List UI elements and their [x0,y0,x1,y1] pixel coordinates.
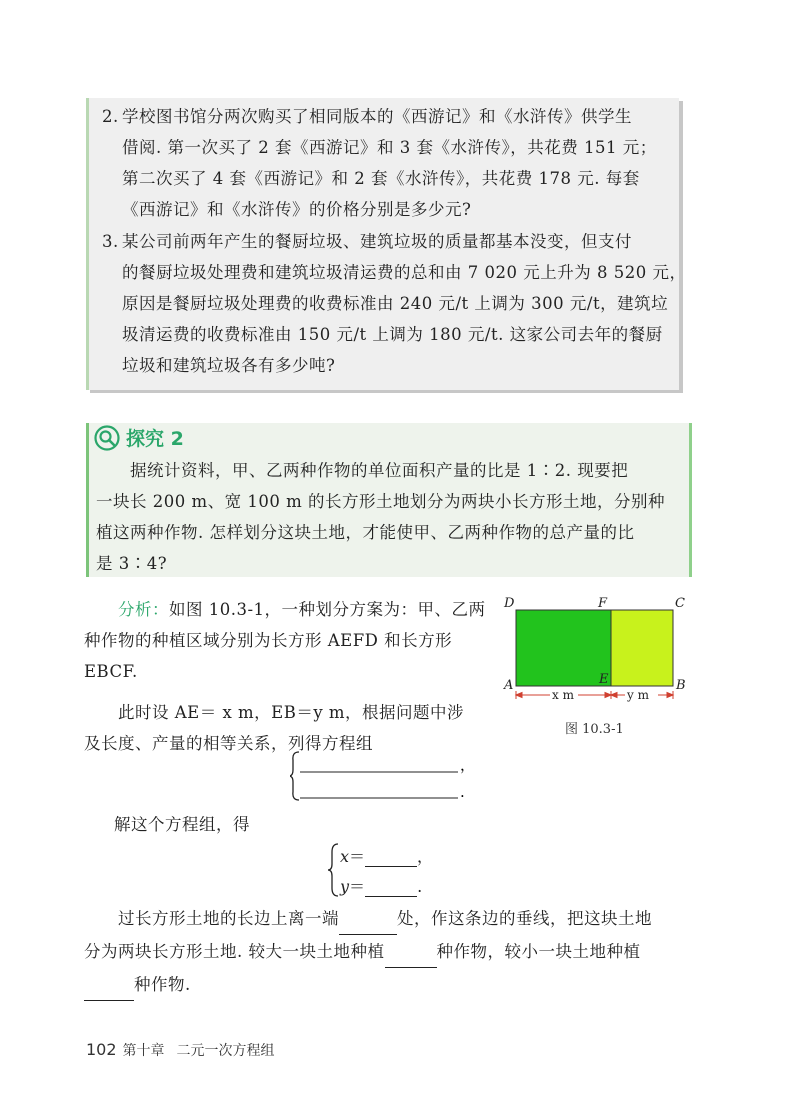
conclusion-text: 种作物. [134,975,191,994]
equals-sign: ＝ [349,877,366,896]
label-a: A [504,678,514,693]
chapter-title: 二元一次方程组 [176,1043,275,1059]
chapter-label: 第十章 [122,1043,165,1059]
solution-comma: ， [417,847,434,866]
exercise-line: 第二次买了 4 套《西游记》和 2 套《水浒传》，共花费 178 元. 每套 [122,169,640,188]
x-length-label: x m [552,688,574,702]
exercise-line: 圾清运费的收费标准由 150 元/t 上调为 180 元/t. 这家公司去年的餐厨 [122,325,663,344]
equation-comma: ， [460,756,476,774]
solution-system [328,842,448,898]
var-y: y [340,877,350,896]
conclusion-text: 分为两块长方形土地. 较大一块土地种植 [84,942,385,961]
label-e: E [599,672,609,687]
large-plot-crop-blank [385,947,437,968]
label-f: F [598,596,608,611]
rect-ebcf [611,610,673,686]
brace-icon [290,752,299,800]
exercise-line: 借阅. 第一次买了 2 套《西游记》和 3 套《水浒传》，共花费 151 元； [122,138,657,157]
explore-line: 植这两种作物. 怎样划分这块土地，才能使甲、乙两种作物的总产量的比 [96,523,635,542]
exercise-3 [102,226,687,381]
exercise-line: 某公司前两年产生的餐厨垃圾、建筑垃圾的质量都基本没变，但支付 [122,232,632,251]
conclusion-text: 种作物，较小一块土地种植 [436,942,641,961]
conclusion-text: 处，作这条边的垂线，把这块土地 [397,909,652,928]
conclusion-paragraph [84,902,704,1001]
label-b: B [676,678,686,693]
figure-caption: 图 10.3-1 [565,722,624,737]
exercise-number: 3. [102,232,119,251]
exercise-line: 学校图书馆分两次购买了相同版本的《西游记》和《水浒传》供学生 [122,107,632,126]
explore-text [96,455,676,579]
conclusion-line [84,902,704,935]
solution-x-line [340,844,433,867]
equation-system-blank [290,750,480,802]
label-d: D [504,596,515,611]
explore-line: 一块长 200 m、宽 100 m 的长方形土地划分为两块小长方形土地，分别种 [96,492,666,511]
distance-blank [339,914,397,935]
solve-text: 解这个方程组，得 [114,815,250,834]
analysis-paragraph [84,594,494,759]
analysis-label: 分析： [118,600,169,619]
analysis-line: 种作物的种植区域分别为长方形 AEFD 和长方形 [84,631,453,650]
exercise-line: 垃圾和建筑垃圾各有多少吨? [122,356,336,375]
exercise-number: 2. [102,107,119,126]
rect-aefd [516,610,611,686]
exercise-2 [102,101,670,225]
equals-sign: ＝ [349,847,366,866]
page-number: 102 [86,1040,117,1059]
exercise-line: 的餐厨垃圾处理费和建筑垃圾清运费的总和由 7 020 元上升为 8 520 元， [122,263,687,282]
explore-line: 据统计资料，甲、乙两种作物的单位面积产量的比是 1∶2. 现要把 [130,461,629,480]
analysis-line: 此时设 AE＝ x m，EB＝y m，根据问题中涉 [118,703,465,722]
explore-title: 探究 2 [126,428,184,450]
conclusion-line [84,968,704,1001]
conclusion-line [84,935,704,968]
explore-line: 是 3∶4? [96,554,168,573]
explore-magnifier-icon [94,425,120,451]
x-blank [365,850,417,867]
analysis-line [84,594,494,625]
label-c: C [675,596,685,611]
analysis-text: 如图 10.3-1，一种划分方案为：甲、乙两 [169,600,486,619]
solution-y-line [340,874,422,897]
y-blank [365,880,417,897]
exercise-line: 原因是餐厨垃圾处理费的收费标准由 240 元/t 上调为 300 元/t，建筑垃 [122,294,669,313]
equation-period: . [460,783,465,801]
exercise-line: 《西游记》和《水浒传》的价格分别是多少元? [122,200,472,219]
solution-period: . [417,877,423,896]
small-plot-crop-blank [84,980,134,1001]
analysis-line: EBCF. [84,662,138,681]
y-length-label: y m [627,688,649,702]
conclusion-text: 过长方形土地的长边上离一端 [118,909,339,928]
var-x: x [340,847,350,866]
page-footer [86,1040,275,1060]
analysis-line: 及长度、产量的相等关系，列得方程组 [84,734,373,753]
brace-icon [328,842,340,898]
